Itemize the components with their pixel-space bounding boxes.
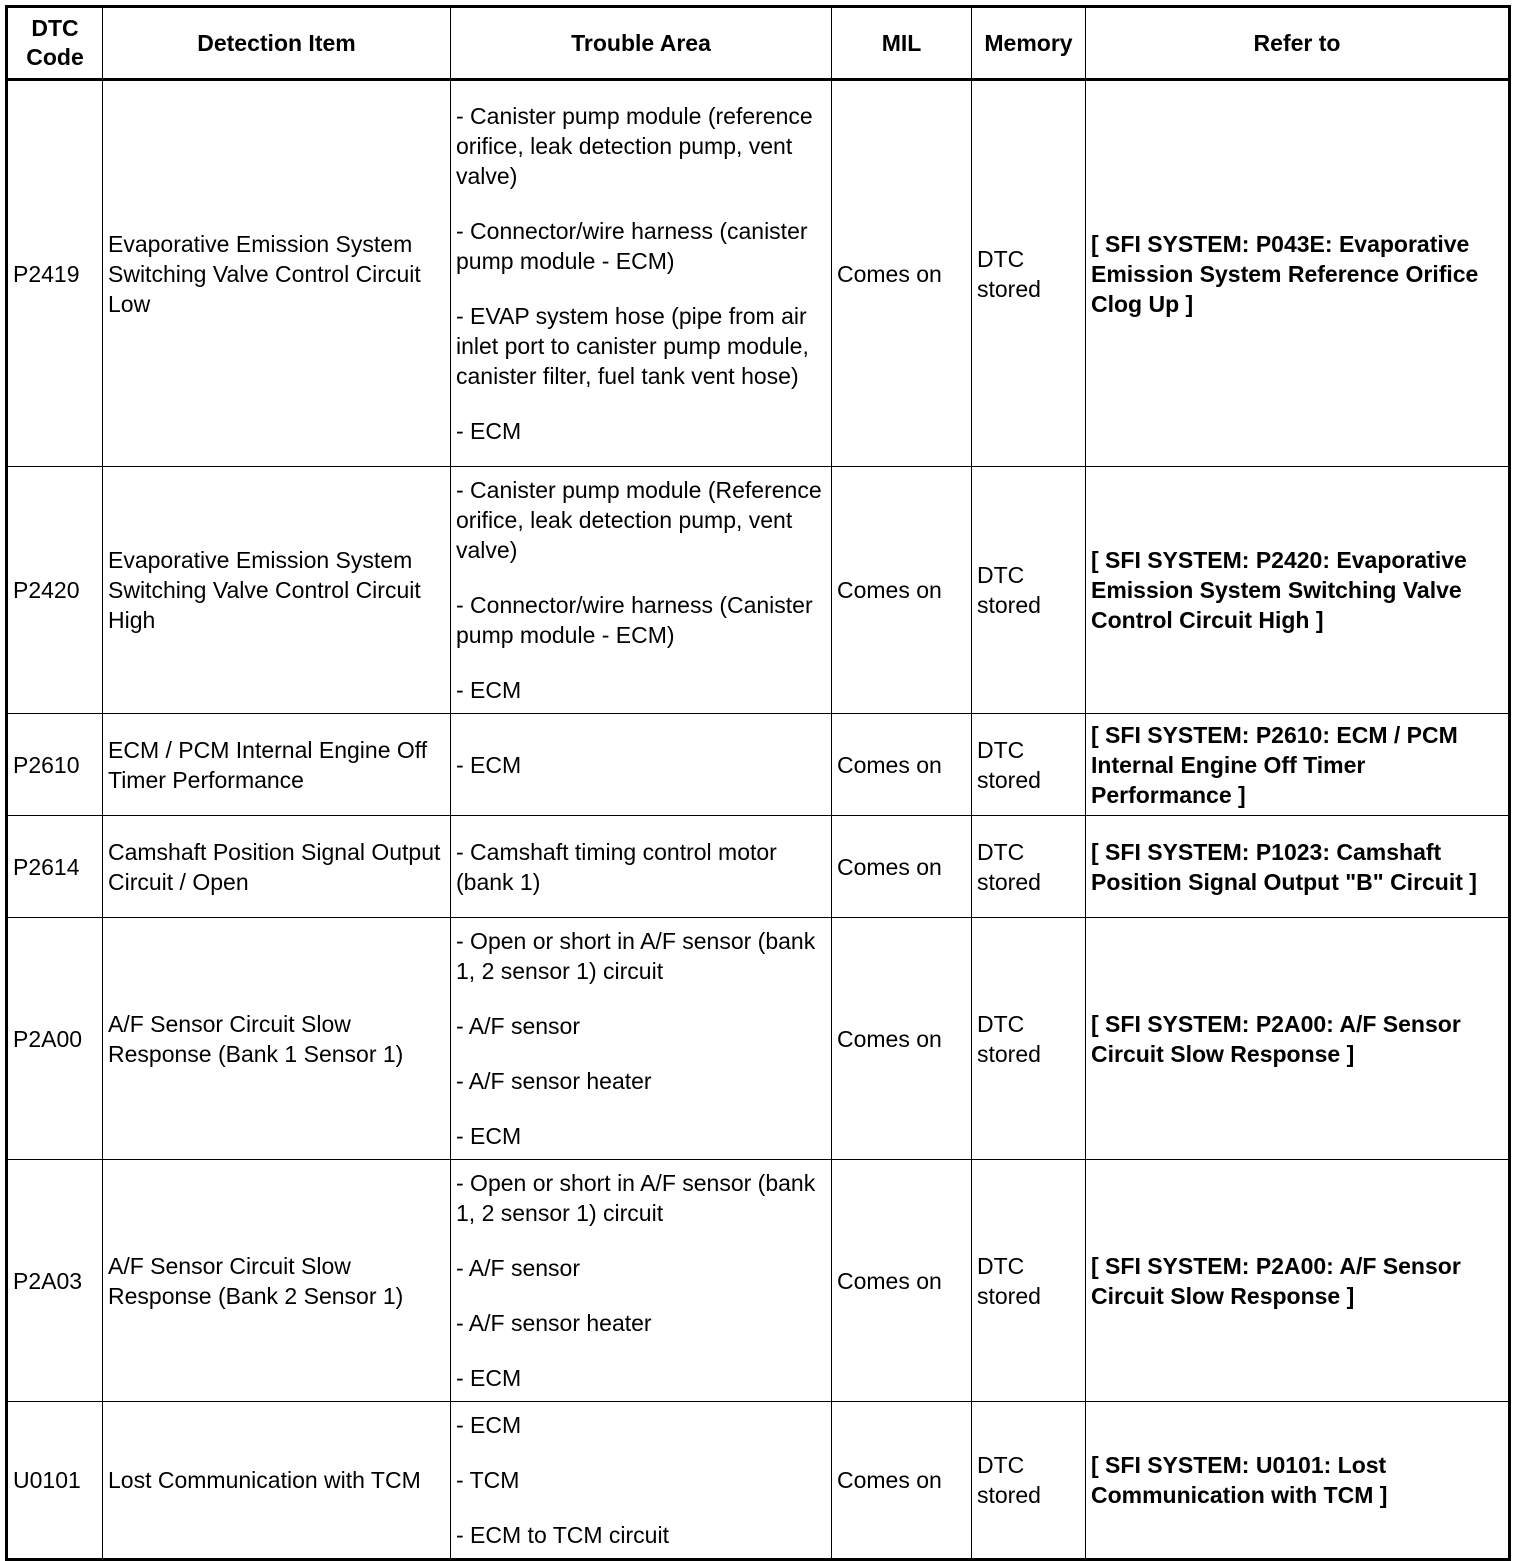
refer-to-link[interactable]: [ SFI SYSTEM: P043E: Evaporative Emission System Reference Orifice Clog Up ]	[1091, 230, 1479, 317]
header-row	[7, 7, 1510, 80]
refer-to-cell	[1086, 918, 1510, 1160]
memory-cell: DTC stored	[972, 816, 1086, 918]
refer-to-link[interactable]: [ SFI SYSTEM: U0101: Lost Communication with TCM ]	[1091, 1452, 1388, 1508]
detection-item-cell: ECM / PCM Internal Engine Off Timer Performance	[103, 714, 451, 816]
trouble-area-item: - ECM	[456, 677, 522, 703]
table-row	[7, 467, 1510, 714]
trouble-area-item: - TCM	[456, 1467, 520, 1493]
table-row	[7, 1160, 1510, 1402]
memory-cell: DTC stored	[972, 1160, 1086, 1402]
header-trouble-area: Trouble Area	[451, 7, 832, 80]
table-row	[7, 816, 1510, 918]
detection-item-cell: A/F Sensor Circuit Slow Response (Bank 2 Sensor 1)	[103, 1160, 451, 1402]
refer-to-cell	[1086, 1160, 1510, 1402]
trouble-area-item: - ECM	[456, 1412, 522, 1438]
dtc-code-cell: P2A00	[7, 918, 103, 1160]
trouble-area-item: - A/F sensor heater	[456, 1310, 652, 1336]
refer-to-link[interactable]: [ SFI SYSTEM: P1023: Camshaft Position Signal Output "B" Circuit ]	[1091, 838, 1477, 895]
trouble-area-item: - Open or short in A/F sensor (bank 1, 2 sensor 1) circuit	[456, 928, 816, 984]
trouble-area-item: - Connector/wire harness (canister pump module - ECM)	[456, 218, 808, 274]
table-row	[7, 1402, 1510, 1560]
refer-to-cell	[1086, 816, 1510, 918]
mil-cell: Comes on	[832, 1160, 972, 1402]
table-body	[7, 80, 1510, 1560]
refer-to-link[interactable]: [ SFI SYSTEM: P2610: ECM / PCM Internal Engine Off Timer Performance ]	[1091, 721, 1458, 808]
mil-cell: Comes on	[832, 918, 972, 1160]
detection-item-cell: Evaporative Emission System Switching Valve Control Circuit High	[103, 467, 451, 714]
header-refer-to: Refer to	[1086, 7, 1510, 80]
header-dtc-code: DTC Code	[7, 7, 103, 80]
trouble-area-item: - ECM	[456, 418, 522, 444]
mil-cell: Comes on	[832, 80, 972, 467]
trouble-area-item: - Canister pump module (Reference orifice, leak detection pump, vent valve)	[456, 477, 822, 563]
mil-cell: Comes on	[832, 467, 972, 714]
detection-item-cell: Evaporative Emission System Switching Valve Control Circuit Low	[103, 80, 451, 467]
table-header	[7, 7, 1510, 80]
dtc-code-cell: P2610	[7, 714, 103, 816]
dtc-code-cell: P2A03	[7, 1160, 103, 1402]
memory-cell: DTC stored	[972, 714, 1086, 816]
trouble-area-item: - Camshaft timing control motor (bank 1)	[456, 838, 777, 895]
trouble-area-cell	[451, 714, 832, 816]
refer-to-link[interactable]: [ SFI SYSTEM: P2A00: A/F Sensor Circuit Slow Response ]	[1091, 1010, 1461, 1067]
trouble-area-cell	[451, 1160, 832, 1402]
header-mil: MIL	[832, 7, 972, 80]
detection-item-cell: A/F Sensor Circuit Slow Response (Bank 1 Sensor 1)	[103, 918, 451, 1160]
trouble-area-cell	[451, 1402, 832, 1560]
table-row	[7, 80, 1510, 467]
trouble-area-cell	[451, 80, 832, 467]
trouble-area-cell	[451, 467, 832, 714]
trouble-area-cell	[451, 918, 832, 1160]
header-detection-item: Detection Item	[103, 7, 451, 80]
dtc-code-cell: P2420	[7, 467, 103, 714]
refer-to-cell	[1086, 714, 1510, 816]
header-memory: Memory	[972, 7, 1086, 80]
detection-item-cell: Lost Communication with TCM	[103, 1402, 451, 1560]
refer-to-cell	[1086, 467, 1510, 714]
dtc-code-cell: U0101	[7, 1402, 103, 1560]
trouble-area-item: - ECM	[456, 1365, 522, 1391]
refer-to-link[interactable]: [ SFI SYSTEM: P2A00: A/F Sensor Circuit Slow Response ]	[1091, 1252, 1461, 1309]
trouble-area-item: - A/F sensor heater	[456, 1068, 652, 1094]
trouble-area-item: - ECM to TCM circuit	[456, 1522, 669, 1548]
trouble-area-cell	[451, 816, 832, 918]
memory-cell: DTC stored	[972, 467, 1086, 714]
refer-to-link[interactable]: [ SFI SYSTEM: P2420: Evaporative Emission System Switching Valve Control Circuit High ]	[1091, 547, 1467, 633]
memory-cell: DTC stored	[972, 80, 1086, 467]
refer-to-cell	[1086, 80, 1510, 467]
mil-cell: Comes on	[832, 816, 972, 918]
mil-cell: Comes on	[832, 714, 972, 816]
trouble-area-item: - A/F sensor	[456, 1013, 580, 1039]
dtc-table	[5, 5, 1511, 1561]
mil-cell: Comes on	[832, 1402, 972, 1560]
memory-cell: DTC stored	[972, 1402, 1086, 1560]
trouble-area-item: - Canister pump module (reference orifice, leak detection pump, vent valve)	[456, 103, 813, 189]
trouble-area-item: - Connector/wire harness (Canister pump module - ECM)	[456, 592, 813, 648]
trouble-area-item: - ECM	[456, 751, 522, 778]
trouble-area-item: - Open or short in A/F sensor (bank 1, 2 sensor 1) circuit	[456, 1170, 816, 1226]
dtc-code-cell: P2614	[7, 816, 103, 918]
table-row	[7, 714, 1510, 816]
detection-item-cell: Camshaft Position Signal Output Circuit / Open	[103, 816, 451, 918]
memory-cell: DTC stored	[972, 918, 1086, 1160]
trouble-area-item: - A/F sensor	[456, 1255, 580, 1281]
trouble-area-item: - ECM	[456, 1123, 522, 1149]
table-row	[7, 918, 1510, 1160]
trouble-area-item: - EVAP system hose (pipe from air inlet port to canister pump module, canister filter, fuel tank vent hose)	[456, 303, 809, 389]
refer-to-cell	[1086, 1402, 1510, 1560]
dtc-code-cell: P2419	[7, 80, 103, 467]
